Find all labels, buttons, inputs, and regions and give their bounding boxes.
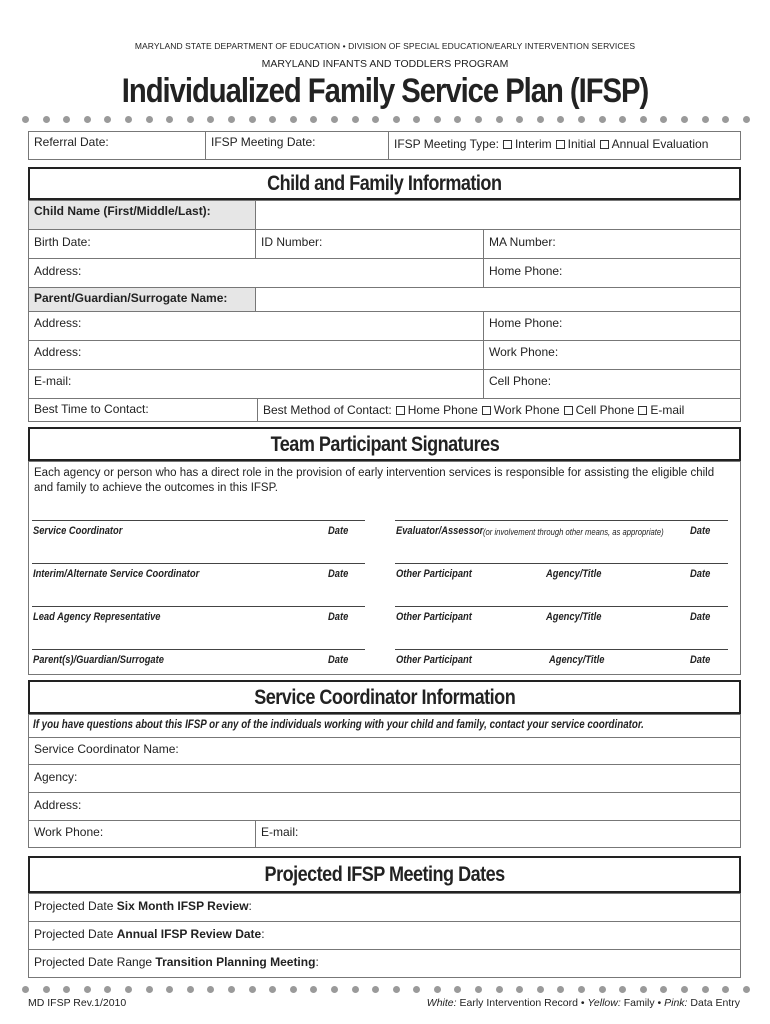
divider-dot — [393, 116, 400, 123]
divider-dot — [228, 116, 235, 123]
referral-date-field[interactable]: Referral Date: — [28, 131, 206, 160]
divider-dot — [599, 116, 606, 123]
divider-dot — [413, 116, 420, 123]
evaluator-label: Evaluator/Assessor — [396, 525, 484, 537]
coordinator-address-field[interactable]: Address: — [28, 792, 741, 821]
divider-dot — [352, 116, 359, 123]
child-name-field[interactable] — [255, 200, 741, 230]
divider-dot — [434, 116, 441, 123]
divider-dot — [454, 986, 461, 993]
transition-meeting-field[interactable]: Projected Date Range Transition Planning Meeting: — [28, 949, 741, 978]
section-title-coordinator: Service Coordinator Information — [28, 680, 741, 714]
divider-dot — [146, 986, 153, 993]
coordinator-note: If you have questions about this IFSP or any of the individuals working with your child and family, contact your service coordinator. — [33, 719, 644, 731]
date-label: Date — [328, 568, 349, 580]
divider-dot — [43, 986, 50, 993]
divider-dot — [269, 116, 276, 123]
divider-dot — [537, 986, 544, 993]
divider-dot — [496, 116, 503, 123]
signature-line[interactable] — [395, 563, 728, 564]
divider-dot — [557, 986, 564, 993]
coordinator-work-phone-field[interactable]: Work Phone: — [28, 820, 256, 848]
divider-dot — [640, 986, 647, 993]
lead-agency-label: Lead Agency Representative — [33, 611, 161, 623]
copy-distribution: White: Early Intervention Record • Yellow: Family • Pink: Data Entry — [426, 997, 740, 1009]
divider-dot — [599, 986, 606, 993]
guardian-work-phone-field[interactable]: Work Phone: — [483, 340, 741, 370]
date-label: Date — [690, 611, 711, 623]
section-title-signatures: Team Participant Signatures — [28, 427, 741, 461]
agency-title-label: Agency/Title — [549, 654, 605, 666]
guardian-home-phone-field[interactable]: Home Phone: — [483, 311, 741, 341]
divider-dot — [660, 116, 667, 123]
interim-coordinator-label: Interim/Alternate Service Coordinator — [33, 568, 200, 580]
divider-dot — [84, 986, 91, 993]
guardian-address-2-field[interactable]: Address: — [28, 340, 484, 370]
coordinator-name-field[interactable]: Service Coordinator Name: — [28, 737, 741, 765]
divider-dot — [352, 986, 359, 993]
divider-dot — [166, 986, 173, 993]
birth-date-field[interactable]: Birth Date: — [28, 229, 256, 259]
form-id: MD IFSP Rev.1/2010 — [28, 997, 127, 1009]
divider-dot — [187, 116, 194, 123]
annual-evaluation-checkbox[interactable] — [600, 140, 609, 149]
divider-dot — [125, 116, 132, 123]
divider-dot — [496, 986, 503, 993]
divider-dot — [207, 986, 214, 993]
divider-dot — [166, 116, 173, 123]
meeting-type-field: IFSP Meeting Type: Interim Initial Annual Evaluation — [388, 131, 741, 160]
service-coordinator-label: Service Coordinator — [33, 525, 123, 537]
date-label: Date — [690, 568, 711, 580]
divider-dot — [228, 986, 235, 993]
divider-dot — [63, 986, 70, 993]
divider-dot — [578, 116, 585, 123]
divider-dot — [475, 986, 482, 993]
date-label: Date — [690, 654, 711, 666]
divider-dot — [413, 986, 420, 993]
date-label: Date — [328, 611, 349, 623]
divider-dot — [125, 986, 132, 993]
divider-dot — [249, 116, 256, 123]
divider-dot — [681, 116, 688, 123]
divider-dot — [393, 986, 400, 993]
divider-dot — [557, 116, 564, 123]
signature-line[interactable] — [395, 649, 728, 650]
guardian-address-field[interactable]: Address: — [28, 311, 484, 341]
parent-label: Parent(s)/Guardian/Surrogate — [33, 654, 164, 666]
dot-divider-bottom — [22, 984, 750, 994]
signature-line[interactable] — [32, 649, 365, 650]
divider-dot — [290, 116, 297, 123]
divider-dot — [743, 116, 750, 123]
id-number-field[interactable]: ID Number: — [255, 229, 484, 259]
divider-dot — [207, 116, 214, 123]
divider-dot — [22, 116, 29, 123]
child-address-field[interactable]: Address: — [28, 258, 484, 288]
divider-dot — [722, 986, 729, 993]
divider-dot — [104, 986, 111, 993]
section-title-projected: Projected IFSP Meeting Dates — [28, 856, 741, 893]
evaluator-note: (or involvement through other means, as appropriate) — [483, 527, 664, 537]
initial-checkbox[interactable] — [556, 140, 565, 149]
coordinator-note-row — [28, 714, 741, 738]
signatures-description: Each agency or person who has a direct role in the provision of early intervention services is responsible for assisting the eligible child and family to achieve the outcomes in this IFSP. — [34, 467, 715, 494]
guardian-name-label: Parent/Guardian/Surrogate Name: — [28, 287, 256, 312]
divider-dot — [331, 116, 338, 123]
divider-dot — [681, 986, 688, 993]
guardian-email-field[interactable]: E-mail: — [28, 369, 484, 399]
date-label: Date — [328, 525, 349, 537]
other-participant-label: Other Participant — [396, 654, 472, 666]
agency-title-label: Agency/Title — [546, 611, 602, 623]
divider-dot — [434, 986, 441, 993]
coordinator-agency-field[interactable]: Agency: — [28, 764, 741, 793]
divider-dot — [743, 986, 750, 993]
page-title: Individualized Family Service Plan (IFSP) — [121, 72, 649, 110]
other-participant-label: Other Participant — [396, 568, 472, 580]
divider-dot — [269, 986, 276, 993]
divider-dot — [619, 986, 626, 993]
annual-review-field[interactable]: Projected Date Annual IFSP Review Date: — [28, 921, 741, 950]
divider-dot — [578, 986, 585, 993]
best-method-field: Best Method of Contact: Home Phone Work Phone Cell Phone E-mail — [257, 398, 741, 422]
divider-dot — [22, 986, 29, 993]
divider-dot — [702, 986, 709, 993]
date-label: Date — [328, 654, 349, 666]
divider-dot — [537, 116, 544, 123]
child-home-phone-field[interactable]: Home Phone: — [483, 258, 741, 288]
coordinator-email-field[interactable]: E-mail: — [255, 820, 741, 848]
other-participant-label: Other Participant — [396, 611, 472, 623]
ma-number-field[interactable]: MA Number: — [483, 229, 741, 259]
agency-title-label: Agency/Title — [546, 568, 602, 580]
method-work-phone-checkbox[interactable] — [482, 406, 491, 415]
program-header: MARYLAND INFANTS AND TODDLERS PROGRAM — [261, 58, 509, 70]
divider-dot — [454, 116, 461, 123]
method-home-phone-checkbox[interactable] — [396, 406, 405, 415]
divider-dot — [310, 986, 317, 993]
date-label: Date — [690, 525, 711, 537]
signature-line[interactable] — [32, 563, 365, 564]
signature-line[interactable] — [32, 520, 365, 521]
divider-dot — [516, 986, 523, 993]
divider-dot — [310, 116, 317, 123]
divider-dot — [249, 986, 256, 993]
divider-dot — [372, 986, 379, 993]
divider-dot — [63, 116, 70, 123]
divider-dot — [331, 986, 338, 993]
divider-dot — [146, 116, 153, 123]
child-name-label: Child Name (First/Middle/Last): — [28, 200, 256, 230]
divider-dot — [475, 116, 482, 123]
interim-checkbox[interactable] — [503, 140, 512, 149]
divider-dot — [702, 116, 709, 123]
divider-dot — [43, 116, 50, 123]
guardian-name-field[interactable] — [255, 287, 741, 312]
agency-header: MARYLAND STATE DEPARTMENT OF EDUCATION • DIVISION OF SPECIAL EDUCATION/EARLY INTERVENTION SERVICES — [134, 41, 636, 51]
signature-line[interactable] — [395, 606, 728, 607]
divider-dot — [290, 986, 297, 993]
dot-divider-top — [22, 114, 750, 124]
signature-line[interactable] — [32, 606, 365, 607]
method-email-checkbox[interactable] — [638, 406, 647, 415]
method-cell-phone-checkbox[interactable] — [564, 406, 573, 415]
signature-line[interactable] — [395, 520, 728, 521]
divider-dot — [84, 116, 91, 123]
section-title-child-family: Child and Family Information — [28, 167, 741, 200]
six-month-review-field[interactable]: Projected Date Six Month IFSP Review: — [28, 893, 741, 922]
divider-dot — [187, 986, 194, 993]
divider-dot — [104, 116, 111, 123]
guardian-cell-phone-field[interactable]: Cell Phone: — [483, 369, 741, 399]
best-time-field[interactable]: Best Time to Contact: — [28, 398, 258, 422]
divider-dot — [372, 116, 379, 123]
divider-dot — [722, 116, 729, 123]
divider-dot — [516, 116, 523, 123]
meeting-date-field[interactable]: IFSP Meeting Date: — [205, 131, 389, 160]
divider-dot — [640, 116, 647, 123]
divider-dot — [660, 986, 667, 993]
divider-dot — [619, 116, 626, 123]
